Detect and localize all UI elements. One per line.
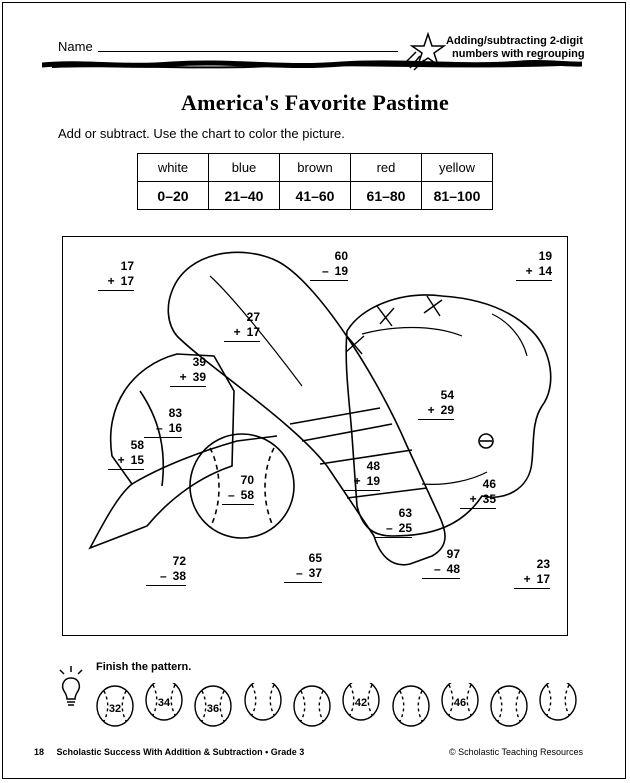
problem-operator: +	[523, 572, 531, 586]
answer-line[interactable]	[460, 508, 496, 509]
problem-top: 17	[120, 259, 134, 273]
topic-line-1: Adding/subtracting 2-digit	[446, 35, 583, 47]
problem	[310, 249, 348, 281]
problem-bottom: 37	[308, 566, 322, 580]
problem	[418, 388, 454, 420]
answer-line[interactable]	[514, 588, 550, 589]
problem-bottom: 14	[538, 264, 552, 278]
instructions: Add or subtract. Use the chart to color the picture.	[58, 126, 345, 141]
answer-line[interactable]	[108, 469, 144, 470]
copyright: © Scholastic Teaching Resources	[449, 747, 584, 757]
problem-bottom: 17	[246, 325, 260, 339]
problem-top: 48	[366, 459, 380, 473]
problem	[98, 259, 134, 291]
problem-operator: –	[155, 421, 163, 435]
topic-line-2: numbers with regrouping	[452, 48, 585, 60]
problem	[224, 310, 260, 342]
problem	[374, 506, 412, 538]
problem-top: 27	[246, 310, 260, 324]
name-label: Name	[58, 39, 93, 54]
problem-operator: +	[427, 403, 435, 417]
problem-bottom: 19	[334, 264, 348, 278]
color-cell: white	[138, 154, 209, 182]
problem-bottom: 58	[240, 488, 254, 502]
answer-line[interactable]	[224, 341, 260, 342]
range-cell: 81–100	[422, 182, 493, 210]
problem	[284, 551, 322, 583]
problem-bottom: 38	[172, 569, 186, 583]
problem	[514, 557, 550, 589]
problem	[422, 547, 460, 579]
color-cell: blue	[209, 154, 280, 182]
problem-operator: +	[525, 264, 533, 278]
problem-operator: +	[469, 492, 477, 506]
problem-operator: –	[295, 566, 303, 580]
answer-line[interactable]	[98, 290, 134, 291]
problem-operator: –	[227, 488, 235, 502]
problem-top: 70	[240, 473, 254, 487]
answer-line[interactable]	[222, 504, 254, 505]
problem-operator: +	[179, 370, 187, 384]
problem	[344, 459, 380, 491]
pattern-number[interactable]: 34	[157, 697, 171, 709]
color-cell: yellow	[422, 154, 493, 182]
problem-operator: +	[117, 453, 125, 467]
lightbulb-icon	[56, 664, 86, 706]
problem	[108, 438, 144, 470]
color-cell: brown	[280, 154, 351, 182]
page-number: 18	[34, 747, 45, 757]
answer-line[interactable]	[146, 585, 186, 586]
problem-bottom: 15	[130, 453, 144, 467]
problem-bottom: 29	[440, 403, 454, 417]
problem-operator: –	[159, 569, 167, 583]
problem-top: 65	[308, 551, 322, 565]
answer-line[interactable]	[516, 280, 552, 281]
problem-top: 19	[538, 249, 552, 263]
problem-top: 60	[334, 249, 348, 263]
answer-line[interactable]	[344, 490, 380, 491]
answer-line[interactable]	[284, 582, 322, 583]
color-key-table	[137, 153, 493, 210]
problem-bottom: 17	[120, 274, 134, 288]
problem-operator: +	[353, 474, 361, 488]
page-title: America's Favorite Pastime	[180, 90, 450, 115]
problem	[144, 406, 182, 438]
problem	[516, 249, 552, 281]
problem-bottom: 35	[482, 492, 496, 506]
color-cell: red	[351, 154, 422, 182]
problem-bottom: 17	[536, 572, 550, 586]
problem-operator: –	[433, 562, 441, 576]
problem-top: 63	[398, 506, 412, 520]
problem-bottom: 39	[192, 370, 206, 384]
problem-top: 58	[130, 438, 144, 452]
problem-top: 46	[482, 477, 496, 491]
book-title: Scholastic Success With Addition & Subtraction • Grade 3	[56, 747, 305, 757]
pattern-number[interactable]: 42	[354, 697, 368, 709]
problem-operator: –	[385, 521, 393, 535]
answer-line[interactable]	[144, 437, 182, 438]
range-row	[138, 182, 493, 210]
problem-bottom: 19	[366, 474, 380, 488]
problem-operator: +	[107, 274, 115, 288]
brush-stroke-divider	[42, 58, 582, 72]
problem-top: 39	[192, 355, 206, 369]
problem-top: 97	[446, 547, 460, 561]
problem-bottom: 48	[446, 562, 460, 576]
pattern-number[interactable]: 32	[108, 703, 122, 715]
pattern-instruction: Finish the pattern.	[96, 661, 192, 673]
range-cell: 61–80	[351, 182, 422, 210]
problem	[222, 473, 254, 505]
problem-top: 54	[440, 388, 454, 402]
range-cell: 41–60	[280, 182, 351, 210]
footer-left	[34, 747, 304, 757]
answer-line[interactable]	[310, 280, 348, 281]
problem-bottom: 16	[168, 421, 182, 435]
baseball-outline	[393, 686, 429, 726]
range-cell: 21–40	[209, 182, 280, 210]
answer-line[interactable]	[422, 578, 460, 579]
name-line[interactable]	[98, 51, 398, 52]
problem-operator: +	[233, 325, 241, 339]
baseball-outline	[245, 683, 281, 720]
pattern-number[interactable]: 36	[206, 703, 220, 715]
answer-line[interactable]	[170, 386, 206, 387]
problem-bottom: 25	[398, 521, 412, 535]
problem-top: 72	[172, 554, 186, 568]
problem	[460, 477, 496, 509]
baseball-outline	[294, 686, 330, 726]
answer-line[interactable]	[418, 419, 454, 420]
problem	[146, 554, 186, 586]
baseball-outline	[491, 686, 527, 726]
problem-operator: –	[321, 264, 329, 278]
range-cell: 0–20	[138, 182, 209, 210]
problem	[170, 355, 206, 387]
problem-top: 23	[536, 557, 550, 571]
color-row	[138, 154, 493, 182]
problem-top: 83	[168, 406, 182, 420]
answer-line[interactable]	[374, 537, 412, 538]
pattern-number[interactable]: 46	[453, 697, 467, 709]
baseball-outline	[540, 683, 576, 720]
